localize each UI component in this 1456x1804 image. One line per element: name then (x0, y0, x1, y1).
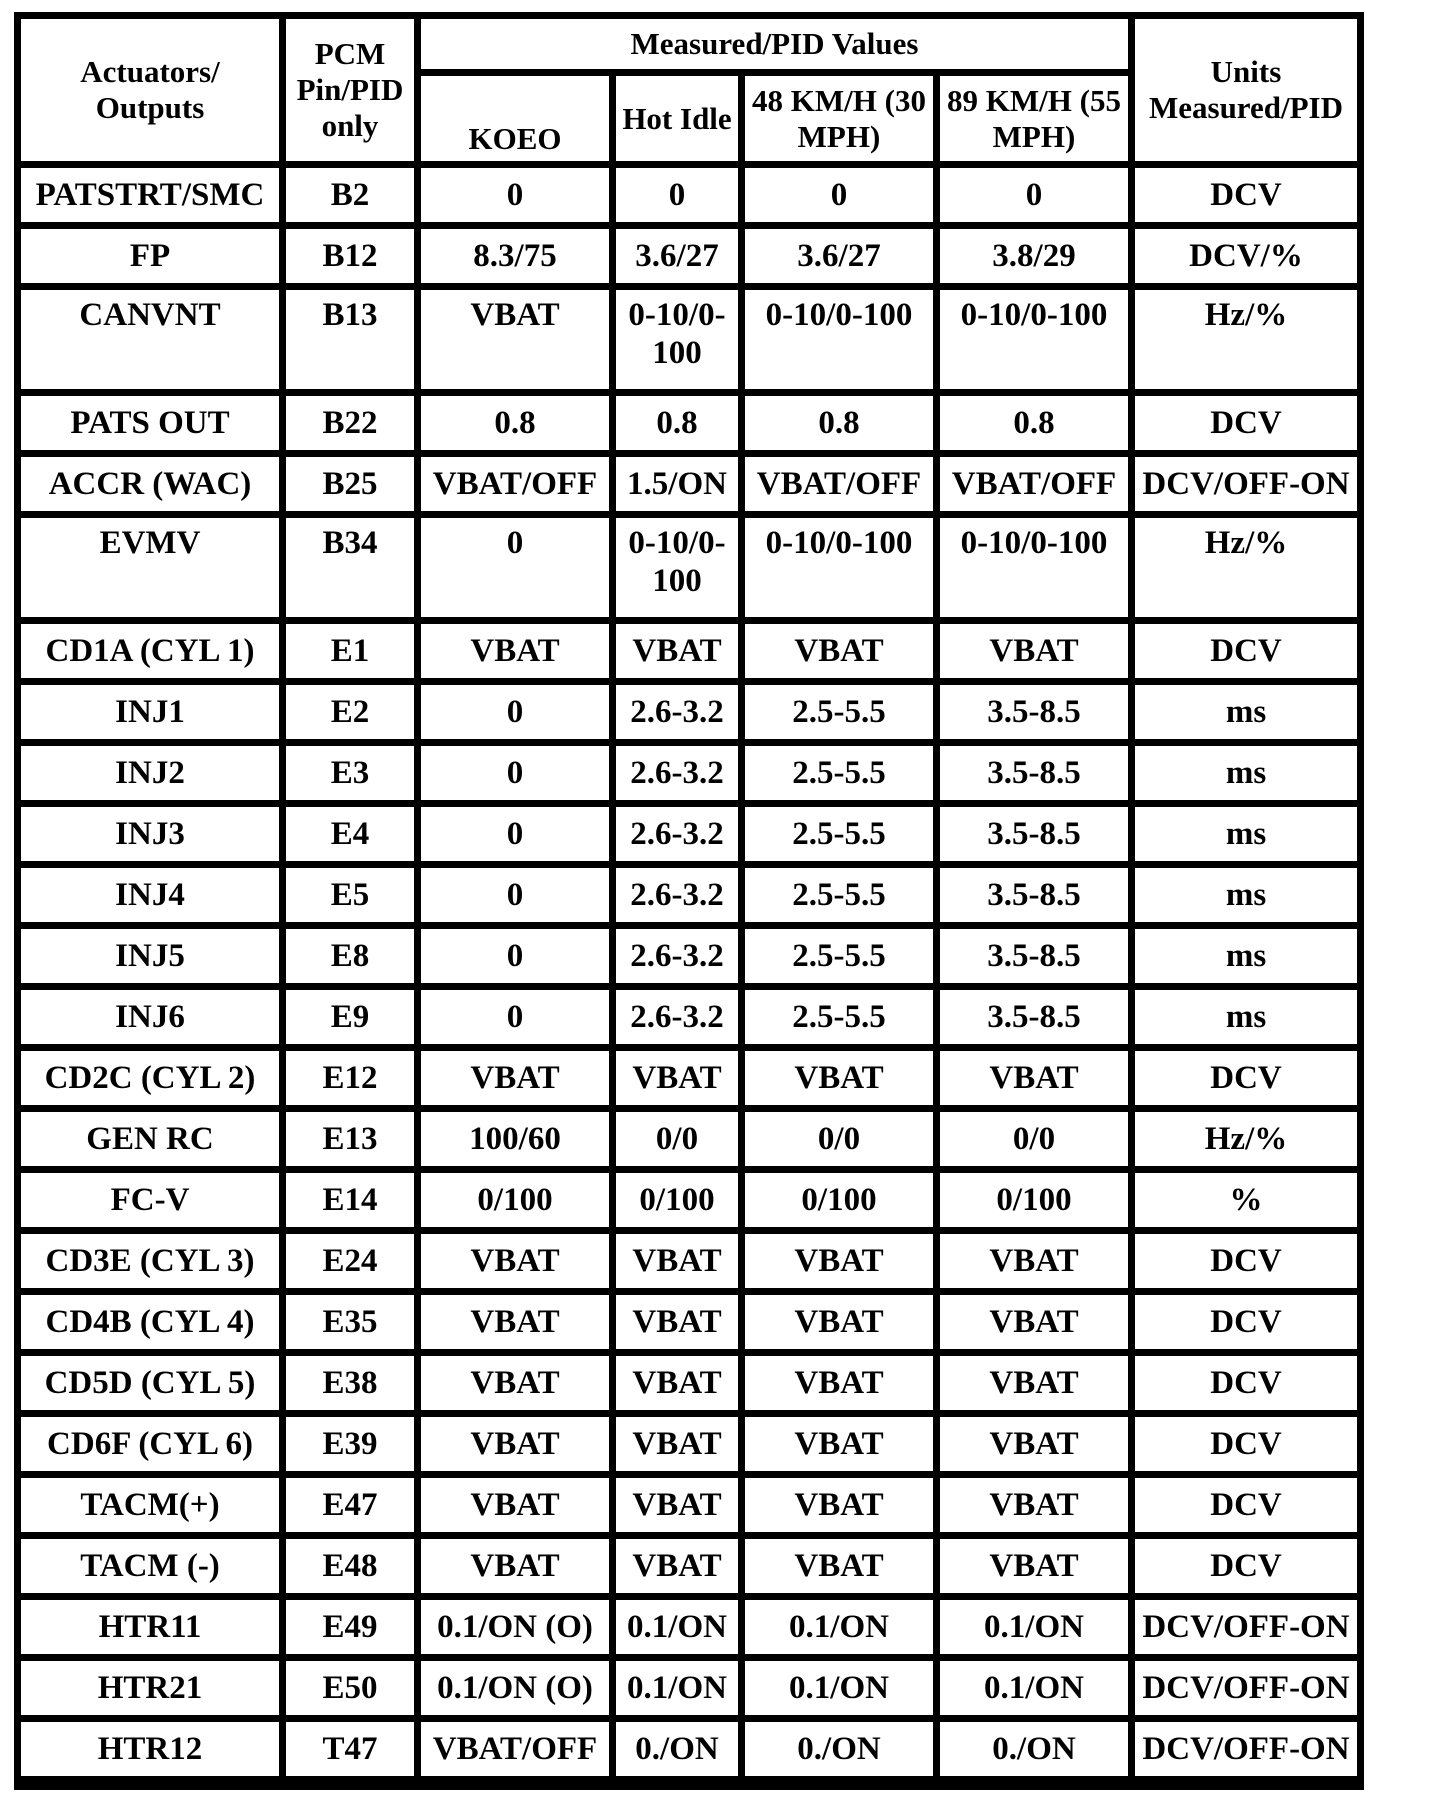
pcm-values-table-frame (14, 12, 1364, 1790)
cell-hot-idle: VBAT (616, 1417, 738, 1471)
cell-48-kmh: 0.8 (745, 396, 933, 450)
cell-actuator: HTR12 (21, 1722, 279, 1776)
cell-hot-idle: 2.6-3.2 (616, 868, 738, 922)
cell-48-kmh: 0/0 (745, 1112, 933, 1166)
cell-89-kmh: 0/0 (940, 1112, 1128, 1166)
table-row (21, 168, 1357, 222)
cell-48-kmh: 0./ON (745, 1722, 933, 1776)
table-row (21, 1112, 1357, 1166)
cell-actuator: PATSTRT/SMC (21, 168, 279, 222)
cell-units: DCV (1135, 1417, 1357, 1471)
cell-48-kmh: 2.5-5.5 (745, 990, 933, 1044)
cell-koeo: VBAT (421, 624, 609, 678)
cell-actuator: ACCR (WAC) (21, 457, 279, 511)
cell-koeo: 0/100 (421, 1173, 609, 1227)
header-measured-pid-values: Measured/PID Values (421, 19, 1128, 69)
cell-pin: E35 (286, 1295, 414, 1349)
table-row (21, 1661, 1357, 1715)
cell-pin: E4 (286, 807, 414, 861)
cell-actuator: CD3E (CYL 3) (21, 1234, 279, 1288)
cell-pin: E9 (286, 990, 414, 1044)
wrap-part: 0-10/0- (628, 525, 726, 561)
cell-actuator: CD6F (CYL 6) (21, 1417, 279, 1471)
cell-89-kmh: 3.5-8.5 (940, 685, 1128, 739)
cell-units: Hz/% (1135, 290, 1357, 389)
cell-units: DCV (1135, 1051, 1357, 1105)
cell-pin: B12 (286, 229, 414, 283)
cell-hot-idle: VBAT (616, 1234, 738, 1288)
cell-hot-idle: 2.6-3.2 (616, 929, 738, 983)
cell-pin: B22 (286, 396, 414, 450)
cell-units: DCV/OFF-ON (1135, 457, 1357, 511)
cell-89-kmh: 0/100 (940, 1173, 1128, 1227)
cell-hot-idle: 0.1/ON (616, 1661, 738, 1715)
cell-89-kmh: 0.1/ON (940, 1600, 1128, 1654)
cell-actuator: EVMV (21, 518, 279, 617)
cell-48-kmh: 0.1/ON (745, 1661, 933, 1715)
cell-89-kmh: 0-10/0-100 (940, 290, 1128, 389)
cell-koeo: VBAT (421, 1417, 609, 1471)
cell-units: DCV/OFF-ON (1135, 1661, 1357, 1715)
cell-pin: T47 (286, 1722, 414, 1776)
cell-89-kmh: VBAT (940, 1478, 1128, 1532)
cell-89-kmh: VBAT/OFF (940, 457, 1128, 511)
cell-89-kmh: VBAT (940, 1051, 1128, 1105)
cell-hot-idle: 3.6/27 (616, 229, 738, 283)
cell-hot-idle: VBAT (616, 624, 738, 678)
cell-hot-idle: VBAT (616, 1051, 738, 1105)
cell-pin: E13 (286, 1112, 414, 1166)
cell-koeo: VBAT (421, 1478, 609, 1532)
cell-pin: E50 (286, 1661, 414, 1715)
cell-units: DCV/OFF-ON (1135, 1722, 1357, 1776)
cell-units: % (1135, 1173, 1357, 1227)
table-row (21, 1417, 1357, 1471)
cell-koeo: 0.8 (421, 396, 609, 450)
cell-koeo: 0 (421, 990, 609, 1044)
cell-actuator: FP (21, 229, 279, 283)
table-row (21, 396, 1357, 450)
cell-pin: E2 (286, 685, 414, 739)
cell-89-kmh: 3.5-8.5 (940, 807, 1128, 861)
cell-89-kmh: VBAT (940, 1234, 1128, 1288)
cell-48-kmh: VBAT (745, 1417, 933, 1471)
cell-48-kmh: VBAT (745, 1539, 933, 1593)
table-row (21, 990, 1357, 1044)
table-row (21, 807, 1357, 861)
table-row (21, 229, 1357, 283)
cell-48-kmh: 2.5-5.5 (745, 685, 933, 739)
cell-actuator: CD4B (CYL 4) (21, 1295, 279, 1349)
cell-89-kmh: 3.5-8.5 (940, 929, 1128, 983)
cell-koeo: 100/60 (421, 1112, 609, 1166)
cell-hot-idle: 2.6-3.2 (616, 990, 738, 1044)
cell-48-kmh: 2.5-5.5 (745, 807, 933, 861)
cell-koeo: 8.3/75 (421, 229, 609, 283)
header-row-top (21, 19, 1357, 69)
cell-koeo: VBAT/OFF (421, 457, 609, 511)
cell-koeo: VBAT (421, 1356, 609, 1410)
cell-48-kmh: VBAT (745, 1295, 933, 1349)
cell-pin: E14 (286, 1173, 414, 1227)
cell-48-kmh: VBAT (745, 1478, 933, 1532)
cell-48-kmh: VBAT (745, 1234, 933, 1288)
header-pcm-pin: PCM Pin/PID only (286, 19, 414, 161)
table-row (21, 1478, 1357, 1532)
cell-48-kmh: 0-10/0-100 (745, 290, 933, 389)
table-row (21, 1356, 1357, 1410)
cell-koeo: VBAT (421, 1539, 609, 1593)
cell-units: ms (1135, 746, 1357, 800)
cell-units: DCV/% (1135, 229, 1357, 283)
cell-89-kmh: 0.1/ON (940, 1661, 1128, 1715)
cell-units: Hz/% (1135, 1112, 1357, 1166)
table-row (21, 290, 1357, 389)
cell-actuator: CD5D (CYL 5) (21, 1356, 279, 1410)
cell-koeo: VBAT (421, 1295, 609, 1349)
cell-pin: E48 (286, 1539, 414, 1593)
cell-hot-idle: 0/0 (616, 1112, 738, 1166)
cell-89-kmh: VBAT (940, 1539, 1128, 1593)
cell-units: DCV (1135, 168, 1357, 222)
table-row (21, 1295, 1357, 1349)
cell-89-kmh: 0./ON (940, 1722, 1128, 1776)
table-row (21, 685, 1357, 739)
cell-hot-idle: VBAT (616, 1478, 738, 1532)
cell-koeo: 0.1/ON (O) (421, 1661, 609, 1715)
cell-koeo: 0 (421, 807, 609, 861)
wrap-part: 100 (652, 335, 702, 371)
cell-koeo: VBAT (421, 290, 609, 389)
cell-89-kmh: VBAT (940, 1295, 1128, 1349)
cell-48-kmh: 3.6/27 (745, 229, 933, 283)
table-row (21, 1173, 1357, 1227)
cell-48-kmh: VBAT (745, 1051, 933, 1105)
cell-pin: E24 (286, 1234, 414, 1288)
cell-hot-idle: 2.6-3.2 (616, 746, 738, 800)
wrap-part: 0-10/0- (628, 297, 726, 333)
cell-actuator: PATS OUT (21, 396, 279, 450)
header-koeo: KOEO (421, 76, 609, 161)
cell-units: DCV (1135, 1234, 1357, 1288)
cell-hot-idle (616, 290, 738, 389)
table-row (21, 457, 1357, 511)
cell-actuator: GEN RC (21, 1112, 279, 1166)
cell-hot-idle: 1.5/ON (616, 457, 738, 511)
cell-units: ms (1135, 990, 1357, 1044)
cell-actuator: INJ4 (21, 868, 279, 922)
cell-hot-idle: 2.6-3.2 (616, 807, 738, 861)
cell-pin: E49 (286, 1600, 414, 1654)
cell-koeo: VBAT (421, 1051, 609, 1105)
cell-pin: E12 (286, 1051, 414, 1105)
cell-89-kmh: VBAT (940, 1356, 1128, 1410)
cell-48-kmh: VBAT/OFF (745, 457, 933, 511)
table-row (21, 624, 1357, 678)
cell-pin: B34 (286, 518, 414, 617)
table-row (21, 1051, 1357, 1105)
cell-48-kmh: 2.5-5.5 (745, 929, 933, 983)
cell-units: DCV (1135, 1478, 1357, 1532)
cell-actuator: TACM (-) (21, 1539, 279, 1593)
cell-actuator: INJ2 (21, 746, 279, 800)
cell-hot-idle: 0 (616, 168, 738, 222)
cell-hot-idle: 0.1/ON (616, 1600, 738, 1654)
cell-koeo: 0 (421, 518, 609, 617)
cell-koeo: VBAT/OFF (421, 1722, 609, 1776)
cell-units: DCV (1135, 1539, 1357, 1593)
cell-89-kmh: 3.5-8.5 (940, 868, 1128, 922)
cell-koeo: 0 (421, 868, 609, 922)
cell-hot-idle (616, 518, 738, 617)
cell-pin: E1 (286, 624, 414, 678)
cell-actuator: INJ3 (21, 807, 279, 861)
cell-pin: B2 (286, 168, 414, 222)
cell-actuator: CD2C (CYL 2) (21, 1051, 279, 1105)
cell-units: DCV (1135, 1295, 1357, 1349)
cell-89-kmh: 0 (940, 168, 1128, 222)
cell-pin: E39 (286, 1417, 414, 1471)
cell-koeo: 0 (421, 929, 609, 983)
cell-actuator: INJ6 (21, 990, 279, 1044)
cell-48-kmh: VBAT (745, 1356, 933, 1410)
cell-hot-idle: 0.8 (616, 396, 738, 450)
cell-actuator: INJ5 (21, 929, 279, 983)
cell-48-kmh: 2.5-5.5 (745, 868, 933, 922)
header-actuators-outputs: Actuators/ Outputs (21, 19, 279, 161)
header-89-kmh: 89 KM/H (55 MPH) (940, 76, 1128, 161)
cell-units: DCV (1135, 624, 1357, 678)
cell-koeo: 0 (421, 685, 609, 739)
cell-koeo: 0 (421, 168, 609, 222)
header-hot-idle: Hot Idle (616, 76, 738, 161)
cell-actuator: INJ1 (21, 685, 279, 739)
table-row (21, 1539, 1357, 1593)
table-row (21, 1722, 1357, 1776)
cell-hot-idle: VBAT (616, 1295, 738, 1349)
cell-pin: E38 (286, 1356, 414, 1410)
cell-actuator: CD1A (CYL 1) (21, 624, 279, 678)
cell-48-kmh: 2.5-5.5 (745, 746, 933, 800)
cell-actuator: TACM(+) (21, 1478, 279, 1532)
cell-actuator: CANVNT (21, 290, 279, 389)
cell-hot-idle: 0./ON (616, 1722, 738, 1776)
wrap-part: 100 (652, 563, 702, 599)
table-body (21, 168, 1357, 1776)
cell-89-kmh: 0.8 (940, 396, 1128, 450)
cell-48-kmh: 0.1/ON (745, 1600, 933, 1654)
cell-units: ms (1135, 807, 1357, 861)
cell-hot-idle: 2.6-3.2 (616, 685, 738, 739)
cell-koeo: VBAT (421, 1234, 609, 1288)
cell-89-kmh: 3.5-8.5 (940, 990, 1128, 1044)
cell-89-kmh: VBAT (940, 1417, 1128, 1471)
cell-units: DCV (1135, 396, 1357, 450)
cell-units: ms (1135, 929, 1357, 983)
cell-pin: E47 (286, 1478, 414, 1532)
cell-actuator: HTR21 (21, 1661, 279, 1715)
cell-units: Hz/% (1135, 518, 1357, 617)
cell-pin: B25 (286, 457, 414, 511)
table-row (21, 1234, 1357, 1288)
table-row (21, 518, 1357, 617)
header-48-kmh: 48 KM/H (30 MPH) (745, 76, 933, 161)
cell-hot-idle: 0/100 (616, 1173, 738, 1227)
table-row (21, 929, 1357, 983)
table-row (21, 746, 1357, 800)
pcm-values-table (14, 12, 1364, 1783)
cell-pin: E3 (286, 746, 414, 800)
header-units: Units Measured/PID (1135, 19, 1357, 161)
cell-hot-idle: VBAT (616, 1539, 738, 1593)
cell-89-kmh: 0-10/0-100 (940, 518, 1128, 617)
cell-units: ms (1135, 685, 1357, 739)
cell-89-kmh: VBAT (940, 624, 1128, 678)
cell-89-kmh: 3.8/29 (940, 229, 1128, 283)
cell-units: ms (1135, 868, 1357, 922)
cell-48-kmh: VBAT (745, 624, 933, 678)
cell-koeo: 0.1/ON (O) (421, 1600, 609, 1654)
cell-pin: B13 (286, 290, 414, 389)
cell-48-kmh: 0/100 (745, 1173, 933, 1227)
table-row (21, 1600, 1357, 1654)
cell-hot-idle: VBAT (616, 1356, 738, 1410)
cell-units: DCV/OFF-ON (1135, 1600, 1357, 1654)
cell-pin: E8 (286, 929, 414, 983)
cell-units: DCV (1135, 1356, 1357, 1410)
cell-actuator: FC-V (21, 1173, 279, 1227)
cell-89-kmh: 3.5-8.5 (940, 746, 1128, 800)
cell-48-kmh: 0-10/0-100 (745, 518, 933, 617)
cell-pin: E5 (286, 868, 414, 922)
cell-48-kmh: 0 (745, 168, 933, 222)
cell-actuator: HTR11 (21, 1600, 279, 1654)
table-row (21, 868, 1357, 922)
cell-koeo: 0 (421, 746, 609, 800)
